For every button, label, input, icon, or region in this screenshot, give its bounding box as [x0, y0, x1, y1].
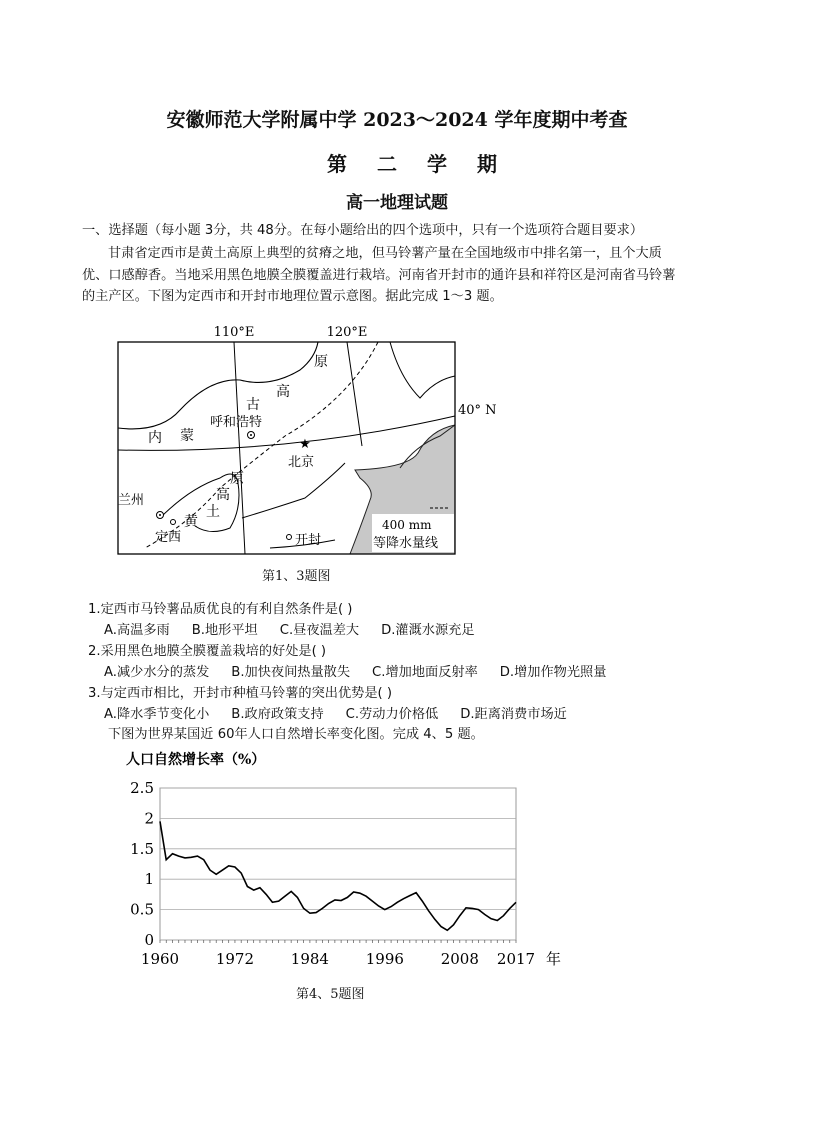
q2-option-c[interactable]: C.增加地面反射率 [372, 665, 478, 680]
semester-title: 第二学期 [327, 152, 527, 176]
q2-option-a[interactable]: A.减少水分的蒸发 [104, 665, 210, 680]
svg-text:原: 原 [314, 354, 328, 370]
location-map [100, 318, 497, 566]
svg-text:黄: 黄 [184, 514, 198, 530]
intro-line-2: 优、口感醇香。当地采用黑色地膜全膜覆盖进行栽培。河南省开封市的通许县和祥符区是河南省马铃薯 [82, 268, 676, 283]
x-tick-label: 1996 [365, 950, 404, 968]
intro-line-1: 甘肃省定西市是黄土高原上典型的贫瘠之地，但马铃薯产量在全国地级市中排名第一，且个大质 [108, 246, 662, 261]
chart-title: 人口自然增长率（%） [126, 752, 266, 768]
svg-text:呼和浩特: 呼和浩特 [210, 415, 263, 430]
question-1-options [104, 619, 497, 638]
q1-option-d[interactable]: D.灌溉水源充足 [381, 623, 475, 638]
x-tick-label: 1972 [215, 950, 255, 968]
svg-text:高: 高 [216, 487, 230, 503]
legend-400mm: 400 mm [382, 518, 432, 532]
lat-label-40n: 40° N [458, 403, 497, 418]
svg-text:高: 高 [276, 384, 290, 400]
section-heading: 一、选择题（每小题 3分，共 48分。在每小题给出的四个选项中，只有一个选项符合题目要求） [82, 223, 644, 238]
y-tick-label: 2 [144, 809, 154, 828]
q2-option-d[interactable]: D.增加作物光照量 [499, 665, 607, 680]
lon-label-110: 110°E [213, 325, 255, 340]
x-tick-label: 1960 [140, 950, 180, 968]
intro-q4-5: 下图为世界某国近 60年人口自然增长率变化图。完成 4、5 题。 [108, 727, 484, 742]
q1-option-b[interactable]: B.地形平坦 [191, 623, 258, 638]
y-tick-label: 2.5 [130, 779, 154, 797]
kaifeng-marker [287, 535, 292, 540]
q2-option-b[interactable]: B.加快夜间热量散失 [231, 665, 351, 680]
question-3-options [104, 703, 589, 722]
svg-text:土: 土 [206, 504, 220, 520]
svg-text:兰州: 兰州 [118, 493, 145, 508]
svg-text:北京: 北京 [288, 455, 315, 470]
beijing-star: ★ [299, 437, 311, 452]
svg-text:蒙: 蒙 [180, 428, 194, 444]
population-growth-chart [100, 748, 580, 976]
svg-text:内: 内 [148, 430, 162, 446]
x-tick-label: 2017 [496, 950, 536, 968]
question-2-options [104, 661, 628, 680]
legend-isohyet: 等降水量线 [373, 536, 439, 551]
question-1-stem: 1.定西市马铃薯品质优良的有利自然条件是( ) [88, 602, 353, 617]
intro-line-3: 的主产区。下图为定西市和开封市地理位置示意图。据此完成 1～3 题。 [82, 289, 503, 304]
x-axis-label: 年 [546, 950, 562, 968]
q1-option-a[interactable]: A.高温多雨 [104, 623, 170, 638]
chart-caption: 第4、5题图 [296, 987, 365, 1002]
svg-text:原: 原 [230, 471, 244, 487]
subject-title: 高一地理试题 [346, 193, 448, 213]
y-tick-label: 0.5 [130, 900, 154, 919]
x-tick-label: 1984 [290, 950, 329, 968]
y-tick-label: 0 [144, 931, 154, 949]
lon-label-120: 120°E [326, 325, 368, 340]
q3-option-d[interactable]: D.距离消费市场近 [460, 707, 567, 722]
svg-text:开封: 开封 [295, 533, 322, 548]
y-tick-label: 1.5 [130, 839, 154, 858]
q3-option-c[interactable]: C.劳动力价格低 [345, 707, 439, 722]
svg-text:古: 古 [246, 397, 260, 413]
svg-text:定西: 定西 [155, 530, 182, 545]
dingxi-marker [171, 520, 176, 525]
map-caption: 第1、3题图 [262, 569, 331, 584]
q3-option-a[interactable]: A.降水季节变化小 [104, 707, 210, 722]
y-tick-label: 1 [144, 870, 154, 889]
q3-option-b[interactable]: B.政府政策支持 [231, 707, 324, 722]
series-line [160, 821, 516, 930]
question-3-stem: 3.与定西市相比，开封市种植马铃薯的突出优势是( ) [88, 686, 392, 701]
x-tick-label: 2008 [440, 950, 479, 968]
question-2-stem: 2.采用黑色地膜全膜覆盖栽培的好处是( ) [88, 644, 327, 659]
q1-option-c[interactable]: C.昼夜温差大 [279, 623, 360, 638]
exam-title: 安徽师范大学附属中学 2023～2024 学年度期中考查 [166, 109, 628, 131]
